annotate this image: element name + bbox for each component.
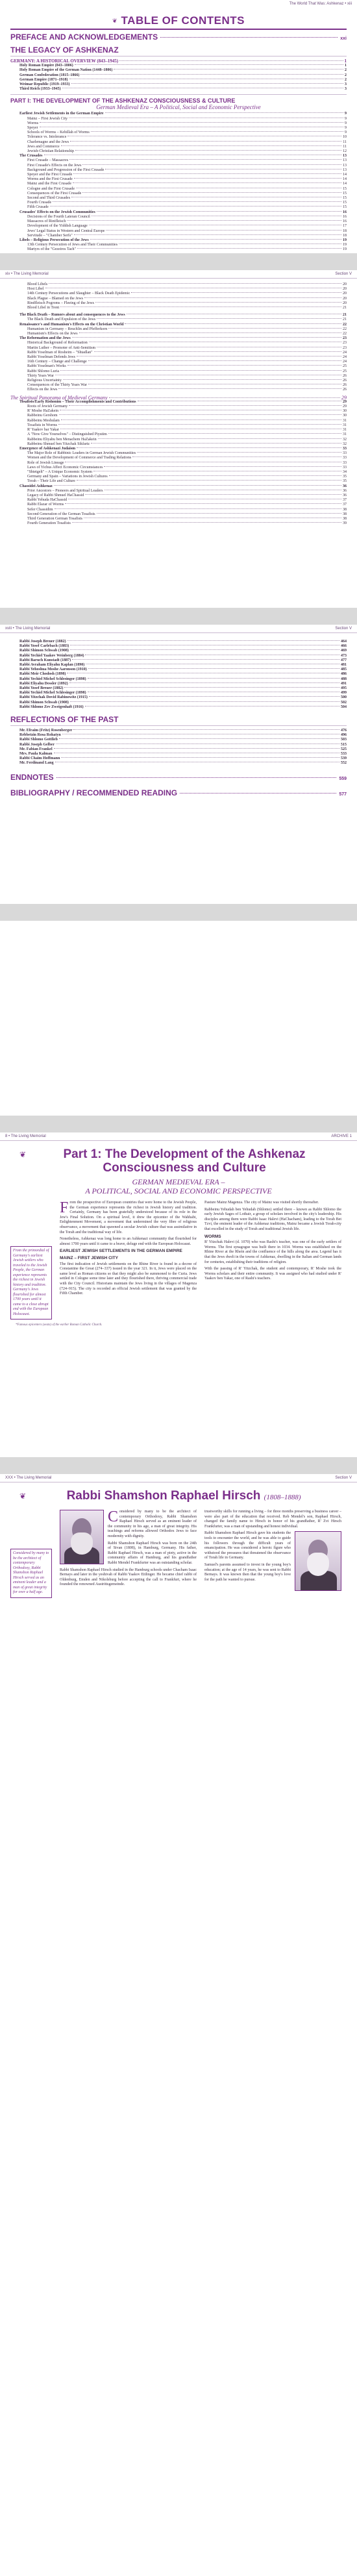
part1-rows (10, 112, 347, 252)
drop-cap: F (60, 1199, 69, 1216)
footnote: *Famous epicenters (seats) of the earlier Roman Catholic Church. (16, 1323, 103, 1327)
toc-entry[interactable]: "Shtetgelt" – A Unique Economic System 34 (27, 469, 347, 474)
running-head: The World That Was: Ashkenaz • xiii (289, 2, 352, 6)
toc-entry[interactable]: The Crusades 13 (19, 154, 347, 158)
toc-entry[interactable]: 14th Century Persecutions and Slaughter – Black Death Epidemic 20 (27, 292, 347, 296)
preface-heading[interactable]: PREFACE AND ACKNOWLEDGEMENTS xxi (10, 32, 347, 42)
toc-entry[interactable]: Rabbi Yehoshua Moshe Aaronson (1910) 485 (19, 668, 347, 672)
section-heading: EARLIEST JEWISH SETTLEMENTS IN THE GERMAN EMPIRE (60, 1249, 182, 1254)
toc-entry[interactable]: Rabbi Meir Chodosh (1898) 486 (19, 672, 347, 677)
page-gap (0, 1116, 357, 1132)
ornament-icon: ❦ (19, 1492, 27, 1501)
portrait-image-2 (295, 1531, 341, 1591)
toc-entry[interactable]: Speyer 9 (27, 126, 347, 131)
part1-subheading: German Medieval Era – A Political, Social and Economic Perspective (96, 104, 261, 111)
toc-entry[interactable]: Rabbi Chaim Hoffmann 539 (19, 757, 347, 761)
toc-entry[interactable]: Jews and Commerce 11 (27, 144, 347, 149)
toc-entry[interactable]: Humanism in Germany – Reuchlin and Pfefferkorn 22 (27, 327, 347, 331)
toc-entry[interactable]: Mainz – First Jewish City 9 (27, 116, 347, 121)
bio-years: (1808–1888) (264, 1494, 301, 1501)
toc-entry[interactable]: Rabbi Avraham Eliyahu Kaplan (1890) 481 (19, 663, 347, 668)
part-title-block (0, 1147, 357, 1175)
title-rule (10, 29, 347, 30)
toc-entry[interactable]: Cologne and the First Crusade 15 (27, 186, 347, 191)
toc-entry[interactable]: The Reformation and the Jews 23 (19, 336, 347, 341)
toc-entry[interactable]: Rebbetzin Rosa Rohatyn 496 (19, 733, 347, 738)
toc-entry[interactable]: Effects on the Jews 26 (27, 388, 347, 392)
toc-entry[interactable]: Second Generation of the German Tosafists 38 (27, 512, 347, 516)
toc-entry[interactable]: Speyer and the First Crusade 14 (27, 173, 347, 177)
biography-page (0, 1474, 357, 2176)
toc-rows-a (10, 282, 347, 310)
toc-entry[interactable]: Martin Luther – Promoter of Anti-Semitism 23 (27, 345, 347, 350)
running-head: 8 • The Living Memorial ARCHIVE 1 (0, 1132, 357, 1141)
toc-entry[interactable]: Earliest Jewish Settlements in the German Empire 9 (19, 112, 347, 116)
toc-entry[interactable]: Massacres of Rintfleisch 16 (27, 219, 347, 224)
toc-entry[interactable]: Rabbeinu Shmuel ben Yitzchak Sikfartz 32 (27, 442, 347, 446)
toc-entry[interactable]: Rabbi Yechiel Michel Schlesinger (1898) 499 (19, 691, 347, 695)
toc-entry[interactable]: Libels – Religious Persecution of the Jews 19 (19, 238, 347, 242)
blank-page (0, 921, 357, 1116)
toc-entry[interactable]: Rabbi Shlomo Luria 25 (27, 369, 347, 373)
toc-entry[interactable]: R' Moshe HaZakein 30 (27, 409, 347, 414)
toc-entry[interactable]: Consequences of the First Crusade 15 (27, 191, 347, 195)
toc-page-1 (0, 0, 357, 253)
toc-entry[interactable]: Rabbi Eliyahu Dessler (1892) 491 (19, 681, 347, 686)
toc-entry[interactable]: Tosafists/Early Rishonim – Their Accomplishments and Contributions 29 (19, 399, 347, 404)
toc-entry[interactable]: Rabbi Yoselman's Works 25 (27, 364, 347, 369)
toc-entry[interactable]: Religious Uncertainty 26 (27, 379, 347, 383)
toc-entry[interactable]: Emergence of Ashkenazi Judaism 33 (19, 446, 347, 451)
spiritual-panorama-heading[interactable]: The Spiritual Panorama of Medieval Germany 29 (10, 394, 347, 401)
toc-entry[interactable]: Rabbi Shimon Schwab (1908) 502 (19, 700, 347, 705)
running-head: xiv • The Living Memorial Section V (0, 270, 357, 279)
toc-entry[interactable]: Rabbi Shlomo Zev Zweigenhaft (1916) 504 (19, 705, 347, 709)
toc-entry[interactable]: German Empire (1871–1918) 2 (19, 77, 347, 82)
toc-entry[interactable]: Torah – Their Life and Culture 35 (27, 479, 347, 484)
toc-entry[interactable]: Laws of Yichus Affect Economic Circumstances 33 (27, 465, 347, 469)
portrait-image (60, 1510, 104, 1564)
toc-entry[interactable]: Rabbeinu Gershom 30 (27, 414, 347, 418)
toc-entry[interactable]: Prior Ancestors – Pioneers and Spiritual Leaders 36 (27, 488, 347, 493)
toc-entry[interactable]: First Crusade – Massacres 13 (27, 158, 347, 163)
toc-entry[interactable]: Rabbi Elazar of Worms 37 (27, 503, 347, 507)
divider (10, 725, 347, 726)
toc-entry[interactable]: Women and the Development of Commerce and Trading Relations 33 (27, 456, 347, 460)
toc-entry[interactable]: Rabbi Yosef Breuer (1882) 495 (19, 686, 347, 691)
toc-entry[interactable]: Renaissance's and Humanism's Effects on the Christian World 22 (19, 322, 347, 327)
toc-entry[interactable]: Holy Roman Empire of the German Nation (1448–1806) 2 (19, 68, 347, 73)
toc-title-block (0, 14, 357, 27)
toc-entry[interactable]: Schools of Worms – Kehillah of Worms 9 (27, 131, 347, 135)
toc-entry[interactable]: Background and Progression of the First Crusade 13 (27, 168, 347, 172)
reflections-rows (10, 729, 347, 766)
toc-entry[interactable]: Rabbi Yechiel Yaakov Weinberg (1884) 473 (19, 653, 347, 658)
toc-entry[interactable]: German Confederation (1815–1866) 2 (19, 73, 347, 77)
toc-entry[interactable]: Mrs. Paula Kalman 533 (19, 752, 347, 757)
toc-entry[interactable]: Germany and Spain – Variations in Jewish Cultures 35 (27, 475, 347, 479)
toc-entry[interactable]: Weimar Republic (1919–1933) 3 (19, 82, 347, 87)
toc-entry[interactable]: Role of Jewish Lineage 33 (27, 460, 347, 465)
toc-entry[interactable]: Rabbi Baruch Kunstadt (1887) 477 (19, 658, 347, 662)
body-columns (0, 1201, 357, 1319)
column-1: From the prospective of European countries that were home to the Jewish People, the German experience represents the richest in Jewish history and tradition. Certainly, Germany has been gratefully understood because of its role in the Jew's Final Solution. On a spiritual level, it drew the epicenter of the Wahhabi, Enlightenment Movement, a movement that undermined the very fibre of religious observance, a movement that spawned a secular Jewish culture that was assimilative in the Torah and the traditional way of life. Nonetheless, Ashkenaz was long home to an Ashkenazi community that flourished for almost 1700 years until it came to a brave, deluge end with the European Holocaust. EARLIEST JEWISH SETTLEMENTS IN THE GERMAN EMPIRE MAINZ – FIRST JEWISH CITY The first indication of Jewish settlements on the Rhine River is found in a decree of Constantine the Great (274–337) issued in the year 321. In it, Jews were placed on the same level as Roman citizens so that they might also be summoned to the Curia. Jews settled in Cologne some time later and they flourished there, thriving commercial trade with the City Council. Historians maintain the Jews living in the villages of Magenza (724–915). The city is recorded an official Jewish settlement that was granted by the Fifth Chamber. (60, 1199, 197, 1296)
subsection-heading: MAINZ – FIRST JEWISH CITY (60, 1255, 118, 1260)
pull-quote: From the primordial of Germany's earliest Jewish settlers who traveled to the Jewish People, the German experience represents the richest in Jewish history and tradition. Germany's Jews flourished for almost 1700 years until it came to a close abrupt end with the European Holocaust. (10, 1201, 52, 1319)
toc-entry[interactable]: Rabbeinu Meshulam 31 (27, 418, 347, 423)
toc-entry[interactable]: Consequences of the Thirty Years War 26 (27, 383, 347, 388)
toc-entry[interactable]: Roots of Jewish Germany 29 (27, 405, 347, 409)
germany-heading[interactable]: GERMANY: A HISTORICAL OVERVIEW (843–1945) 1 (10, 58, 347, 64)
germany-rows (10, 64, 347, 92)
toc-entry[interactable]: Mr. Efraim (Fritz) Rosenberger 476 (19, 729, 347, 733)
bio-title: Rabbi Shamshon Raphael Hirsch (1808–1888) (66, 1489, 301, 1503)
toc-entry[interactable]: First Crusade's Effects on the Jews 13 (27, 163, 347, 168)
toc-entry[interactable]: Fourth Generation Tosafists 39 (27, 521, 347, 526)
toc-entry[interactable]: Host Libel 20 (27, 287, 347, 292)
toc-entry[interactable]: Rabbi Shlomo Gottlieb 503 (19, 738, 347, 742)
part1-opening-page (0, 1132, 357, 1457)
toc-entry[interactable]: Chassidei Ashkenaz 36 (19, 484, 347, 488)
page-gap (0, 1457, 357, 1474)
toc-entry[interactable]: Rabbi Yehuda HaChassid 37 (27, 498, 347, 503)
bibliography-heading[interactable]: BIBLIOGRAPHY / RECOMMENDED READING 577 (10, 788, 347, 797)
pull-quote: Considered by many to be the architect of contemporary Orthodoxy, Rabbi Shamshon Raphael Hirsch served as an eminent leader and a man of great integrity for over a half age. (10, 1510, 52, 1598)
toc-entry[interactable]: Fifth Crusade 15 (27, 205, 347, 210)
toc-entry[interactable]: A "Now Give Yourselves" – Distinguished Piyutim 31 (27, 432, 347, 437)
toc-entry[interactable]: Rabbi Yechiel Michel Schlesinger (1898) 488 (19, 677, 347, 681)
toc-entry[interactable]: Humanism's Effects on the Jews 22 (27, 332, 347, 336)
page-gap (0, 904, 357, 921)
reflections-heading: REFLECTIONS OF THE PAST (10, 715, 119, 725)
divider (10, 94, 347, 95)
toc-entry[interactable]: Rabbeinu Eliyahu ben Menachem HaZakein 32 (27, 437, 347, 442)
toc-entry[interactable]: Rabbi Yoselman Defends Jews 24 (27, 355, 347, 360)
toc-entry[interactable]: Mainz and the First Crusade 14 (27, 182, 347, 186)
toc-entry[interactable]: Historical Background of Reformation 23 (27, 341, 347, 345)
toc-entry[interactable]: Rabbi Yoselman of Rosheim – "Shtadlan" 24 (27, 350, 347, 355)
toc-entry[interactable]: Charlemagne and the Jews 11 (27, 140, 347, 144)
drop-cap: C (108, 1508, 119, 1525)
legacy-heading: THE LEGACY OF ASHKENAZ (10, 45, 119, 55)
toc-entry[interactable]: Jews' Legal Status in Western and Central Europe 18 (27, 229, 347, 233)
bio-title-block (0, 1489, 357, 1505)
toc-entry[interactable]: Tolerance vs. Intolerance 10 (27, 135, 347, 140)
toc-title: TABLE OF CONTENTS (121, 14, 245, 27)
toc-entry[interactable]: Servitude – "Chamber Serfs" 18 (27, 233, 347, 238)
toc-entry[interactable]: Tosafists in Worms 31 (27, 423, 347, 427)
toc-entry[interactable]: Decisions of the Fourth Lateran Council 16 (27, 214, 347, 219)
toc-entry[interactable]: 16th Century – Change and Challenge 24 (27, 360, 347, 364)
toc-entry[interactable]: Development of the Yiddish Language 17 (27, 224, 347, 229)
toc-entry[interactable]: Rabbi Joseph Breuer (1882) 464 (19, 640, 347, 644)
endnotes-heading[interactable]: ENDNOTES 559 (10, 772, 347, 782)
toc-entry[interactable]: Rabbi Joseph Gelber 515 (19, 742, 347, 747)
toc-entry[interactable]: Sefer Chassidim 38 (27, 507, 347, 512)
toc-page-2 (0, 270, 357, 608)
toc-entry[interactable]: Fourth Crusade 15 (27, 201, 347, 205)
part-subtitle-2: A POLITICAL, SOCIAL AND ECONOMIC PERSPECTIVE (85, 1186, 272, 1195)
column-2: Pasture Mainz Magenza. The city of Mainz was visited shortly thereafter. Rabbeinu Yehudah ben Yehudah (Shlomo) settled there – known as Rabbi Shlomo the early Jewish Sages of Lothair, a group of scholars involved in the city's leadership. His disciples among them were Rabbi Isaac Halevi (HaChacham), leading to the Torah Bet Tzvi, the eminent leader of the Ashkenaz traditions, Mainz became a Jewish Torah-city that excelled in the study of Torah and traditional Jewish life. WORMS R' Yitzchak Halevi (d. 1070) who was Rashi's teacher, was one of the early settlers of Worms. The first synagogue was built there in 1034. Worms was established on the Rhine River at the Rhein and the confluence of the hills along the area. Legend has it that the Jews dwelt in the towns of Ashkenaz, dwelling in the Italian and German lands for centuries, establishing their traditions of religion. With the passing of R' Yitzchak, the student and contemporary, R' Moshe took the Worms scholars and their entire community. It was assigned who had studied under R' Yaakov ben Yakar, one of Rashi's teachers. (204, 1201, 341, 1281)
toc-entry[interactable]: Rabbi Shimon Schwab (1908) 469 (19, 649, 347, 653)
toc-entry[interactable]: Jewish-Christian Relationship 12 (27, 149, 347, 154)
toc-page-3 (0, 625, 357, 904)
toc-entry[interactable]: Worms 9 (27, 121, 347, 125)
toc-entry[interactable]: Second and Third Crusades 15 (27, 196, 347, 201)
ornament-icon: ❦ (112, 17, 117, 24)
running-head: XXX • The Living Memorial Section V (0, 1474, 357, 1482)
page-gap (0, 608, 357, 625)
body-columns (0, 1510, 357, 1598)
part1-heading: PART I: THE DEVELOPMENT OF THE ASHKENAZ CONSCIOUSNESS & CULTURE (10, 97, 236, 105)
column-2: trustworthy skills for running a living – for three months preserving a business career – were also part of the education that received. Reb Mendel's son, Raphael Hirsch, changed the family name to Hirsch in honor of his grandfather, R' Zvi Hirsch Frankfurter, was a man of upstanding and honest individual. Rabbi Shamshon Raphael Hirsch gave his students the tools to encounter the world, and he was able to guide his followers through the difficult years of emancipation. He was considered a heroic figure who withstood the pressures that threatened the observance of Torah life in Germany. Samuel's parents assumed to invest in the young boy's education; at the age of 14 years, he was sent to Rabbi Bernays. It was known then that the young boy's love for the path he wanted to pursue. (204, 1510, 341, 1598)
part-subtitle-1: GERMAN MEDIEVAL ERA – (132, 1177, 225, 1186)
part-title: Part 1: The Development of the Ashkenaz Consciousness and Culture (63, 1147, 306, 1175)
toc-rows-b (10, 313, 347, 392)
toc-entry[interactable]: Thirty Years War 26 (27, 373, 347, 378)
toc-entry[interactable]: Third Reich (1933–1945) 3 (19, 87, 347, 92)
toc-entry[interactable]: Crusades' Effects on the Jewish Communities 16 (19, 210, 347, 214)
toc-entry[interactable]: Holy Roman Empire (843–1806) 1 (19, 64, 347, 68)
column-1: Considered by many to be the architect of contemporary Orthodoxy, Rabbi Shamshon Raphael Hirsch served as an eminent leader of the community in his age, a man of great integrity. His teachings and reforms allowed Orthodox Jews to face modernity with dignity. Rabbi Shamshon Raphael Hirsch was born on the 24th of Sivan (1808), in Hamburg, Germany. His father, Rabbi Raphael Hirsch, was a man of piety, active in the community affairs of Hamburg, and his grandfather Rabbi Mendel Frankfurter was an outstanding scholar. Rabbi Shamshon Raphael Hirsch studied in the Hamburg schools under Chacham Isaac Bernays and later in the yeshivah of Rabbi Yaakov Ettlinger. He became chief rabbi of Oldenburg, Emden and Nikolsburg before accepting the call to Frankfurt, where he founded the renowned Austrittsgemeinde. (60, 1508, 197, 1587)
toc-entry[interactable]: Third Generation German Tosafists 38 (27, 516, 347, 521)
toc-entry[interactable]: Legacy of Rabbi Shmuel HaChassid 36 (27, 493, 347, 497)
toc-rows-c (10, 400, 347, 526)
toc-entry[interactable]: Mr. Ferdinand Lang 552 (19, 761, 347, 766)
toc-entry[interactable]: The Black Death – Rumors about and consequences to the Jews 21 (19, 313, 347, 318)
toc-entry[interactable]: Martyrs of the "Gezeiros Tach" 19 (27, 247, 347, 252)
toc-entry[interactable]: Rindfleisch Pogroms – Fleeing of the Jews 20 (27, 301, 347, 305)
ornament-icon: ❦ (19, 1150, 27, 1159)
toc-entry[interactable]: The Black Death and Expulsion of the Jews 21 (27, 318, 347, 322)
toc-entry[interactable]: Black Plague – Blamed on the Jews 20 (27, 296, 347, 301)
running-head: xviii • The Living Memorial Section V (0, 625, 357, 633)
toc-entry[interactable]: The Major Role of Rabbinic Leaders in German Jewish Communities 33 (27, 451, 347, 456)
toc-entry[interactable]: Blood Libels 20 (27, 282, 347, 286)
page-gap (0, 253, 357, 270)
toc-entry[interactable]: Rabbi Yosef Carlebach (1883) 466 (19, 644, 347, 649)
toc-entry[interactable]: Worms and the First Crusade 14 (27, 177, 347, 182)
toc-entry[interactable]: Rabbi Yitzchak Dovid Rabinowitz (1915) 500 (19, 695, 347, 700)
toc-entry[interactable]: Blood Libel in Trent 21 (27, 306, 347, 310)
subsection-heading: WORMS (204, 1234, 221, 1239)
toc-entry[interactable]: Mr. Fabian Frankel 525 (19, 747, 347, 751)
toc-rows (10, 640, 347, 710)
toc-entry[interactable]: 13th Century Persecution of Jews and Their Communities 19 (27, 243, 347, 247)
toc-entry[interactable]: R' Yaakov bar Yakar 31 (27, 428, 347, 432)
